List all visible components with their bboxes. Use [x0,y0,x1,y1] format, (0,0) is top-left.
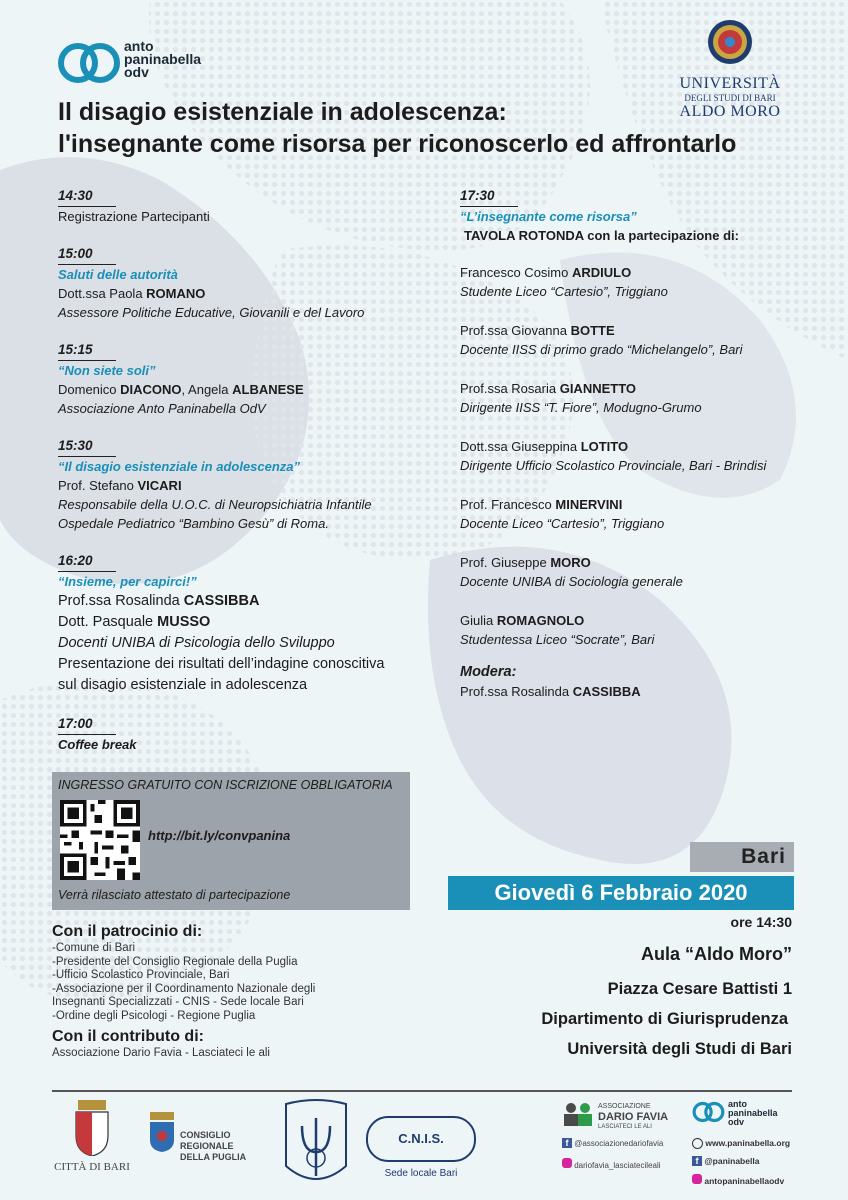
program-block [58,436,438,533]
speaker-block [460,611,810,649]
patronage-item: -Presidente del Consiglio Regionale della Puglia [52,955,298,968]
citta-di-bari-logo [52,1096,132,1194]
program-line: Responsabile della U.O.C. di Neuropsichiatria Infantile [58,497,372,512]
regional-council-crest-icon [148,1112,176,1152]
event-room: Aula “Aldo Moro” [641,944,792,964]
title-line-2: l'insegnante come risorsa per riconoscerlo ed affrontarlo [58,130,737,158]
logo-text-odv: odv [124,64,149,80]
speaker-first-name: Prof.ssa Giovanna [460,323,571,338]
patronage-item: -Associazione per il Coordinamento Nazionale degli [52,982,316,995]
person-title-name: Domenico [58,382,121,397]
program-time: 17:30 [460,186,518,207]
patronage-section [52,922,432,1061]
event-university: Università degli Studi di Bari [567,1040,792,1058]
speaker-role: Studente Liceo “Cartesio”, Triggiano [460,284,668,299]
program-block [58,714,438,754]
round-table-title: TAVOLA ROTONDA con la partecipazione di: [464,228,739,243]
qr-code-icon[interactable] [60,800,140,880]
patronage-title: Con il patrocinio di: [52,923,203,940]
person-surname: ROMANO [146,286,206,301]
program-line: Registrazione Partecipanti [58,209,210,224]
program-line [58,591,438,612]
consiglio-regionale-logo [148,1096,268,1194]
speaker-surname: BOTTE [570,323,615,338]
program-block [58,340,438,418]
speaker-role: Dirigente Ufficio Scolastico Provinciale, Bari - Brindisi [460,458,767,473]
facebook-icon: f [562,1138,572,1148]
program-block [58,186,438,226]
program-line [58,284,438,303]
person-title-name: Dott. Pasquale [58,614,158,630]
speaker-surname: GIANNETTO [559,381,637,396]
favia-label-3: LASCIATECI LE ALI [598,1124,652,1130]
registration-link[interactable]: http://bit.ly/convpanina [148,828,291,843]
facebook-icon: f [692,1156,702,1166]
favia-label-1: ASSOCIAZIONE [598,1103,651,1110]
speaker-block [460,379,810,417]
speaker-name [460,379,810,398]
speaker-block [460,495,810,533]
program-line: Assessore Politiche Educative, Giovanili e del Lavoro [58,305,365,320]
people-icon [562,1102,594,1126]
speaker-name [460,263,810,282]
university-name-line3: ALDO MORO [679,103,781,120]
anto-paninabella-logo [58,38,228,88]
moderator-name-pre: Prof.ssa Rosalinda [460,684,573,699]
anto-facebook[interactable] [692,1156,759,1166]
program-time: 17:00 [58,714,116,735]
consiglio-label-2: DELLA PUGLIA [180,1152,247,1162]
footer-logo-anto: anto [728,1099,747,1109]
speaker-role: Docente Liceo “Cartesio”, Triggiano [460,516,665,531]
cnis-logo [366,1096,476,1194]
round-table-subtitle: “L’insegnante come risorsa” [460,209,637,224]
university-seal-icon [706,18,754,66]
speaker-first-name: Dott.ssa Giuseppina [460,439,581,454]
speaker-name [460,495,810,514]
event-department: Dipartimento di Giurisprudenza [541,1010,788,1028]
patronage-list [52,942,432,1023]
program-line: Ospedale Pediatrico “Bambino Gesù” di Roma. [58,516,329,531]
program-line: “Insieme, per capirci!” [58,574,197,589]
person-title-name: Prof.ssa Rosalinda [58,593,184,609]
moderator-name [460,682,810,701]
speaker-block [460,263,810,301]
footer-logo-paninabella: paninabella [728,1108,778,1118]
consiglio-label-1: CONSIGLIO REGIONALE [180,1130,234,1151]
logo-text-anto: anto [124,38,154,54]
university-name-line1: UNIVERSITÀ [679,75,781,92]
speaker-block [460,321,810,359]
registration-box [52,772,410,910]
event-address: Piazza Cesare Battisti 1 [607,980,792,998]
program-time: 15:30 [58,436,116,457]
person-surname: VICARI [137,478,182,493]
speaker-surname: MORO [550,555,591,570]
speaker-role: Docente UNIBA di Sociologia generale [460,574,683,589]
speaker-first-name: Giulia [460,613,497,628]
person-title-name: Dott.ssa Paola [58,286,147,301]
program-time: 16:20 [58,551,116,572]
registration-header: INGRESSO GRATUITO CON ISCRIZIONE OBBLIGATORIA [58,778,393,792]
program-line: “Il disagio esistenziale in adolescenza” [58,459,301,474]
anto-website[interactable] [692,1138,790,1149]
logo-text-paninabella: paninabella [124,51,202,67]
double-circle-logo-icon [692,1100,726,1124]
speaker-role: Studentessa Liceo “Socrate”, Bari [460,632,655,647]
program-block [58,244,438,322]
page-title [58,96,818,160]
program-time: 15:00 [58,244,116,265]
dario-favia-logo [562,1096,686,1194]
double-circle-logo-icon [58,38,122,88]
program-line: Docenti UNIBA di Psicologia dello Sviluppo [58,635,335,651]
event-time: ore 14:30 [730,914,792,930]
speaker-first-name: Francesco Cosimo [460,265,572,280]
person-surname: MUSSO [157,614,211,630]
speaker-first-name: Prof. Giuseppe [460,555,551,570]
anto-instagram-handle: antopaninabellaodv [704,1176,785,1186]
patronage-item: -Comune di Bari [52,942,136,954]
program-time: 14:30 [58,186,116,207]
program-line: sul disagio esistenziale in adolescenza [58,677,308,693]
person-title-name: Prof. Stefano [58,478,138,493]
favia-facebook-handle: @associazionedariofavia [574,1139,664,1148]
program-line: Presentazione dei risultati dell’indagine conoscitiva [58,656,385,672]
speaker-surname: ROMAGNOLO [496,613,585,628]
left-program-column [58,186,438,772]
speaker-first-name: Prof. Francesco [460,497,556,512]
cnis-subtitle: Sede locale Bari [384,1168,458,1179]
university-name-line2: DEGLI STUDI DI BARI [684,93,776,103]
speaker-name [460,321,810,340]
program-line [58,612,438,633]
speakers-list [460,263,810,649]
title-line-1: Il disagio esistenziale in adolescenza: [58,98,507,126]
psi-emblem-icon [278,1096,354,1192]
psychologists-logo [278,1096,354,1194]
speaker-name [460,553,810,572]
program-line: Saluti delle autorità [58,267,178,282]
event-date-banner: Giovedì 6 Febbraio 2020 [448,876,794,910]
anto-paninabella-footer [692,1096,802,1194]
favia-instagram[interactable] [562,1158,661,1170]
favia-facebook[interactable] [562,1138,663,1148]
speaker-name [460,611,810,630]
certificate-note: Verrà rilasciato attestato di partecipazione [58,888,291,902]
favia-instagram-handle: dariofavia_lasciatecileali [574,1161,661,1170]
speaker-role: Docente IISS di primo grado “Michelangelo”, Bari [460,342,743,357]
globe-icon [692,1138,703,1149]
cnis-badge: C.N.I.S. [366,1116,476,1162]
patronage-item: -Ordine degli Psicologi - Regione Puglia [52,1009,256,1022]
program-time: 15:15 [58,340,116,361]
instagram-icon [692,1174,702,1184]
footer-logo-odv: odv [728,1117,745,1127]
person-surname: ALBANESE [232,382,304,397]
program-line [58,380,438,399]
program-line: Coffee break [58,737,137,752]
patronage-item: -Ufficio Scolastico Provinciale, Bari [52,969,230,981]
instagram-icon [562,1158,572,1168]
speaker-surname: ARDIULO [571,265,632,280]
speaker-name [460,437,810,456]
right-program-column [460,186,810,701]
program-block [58,551,438,696]
program-line [58,476,438,495]
patronage-item: Insegnanti Specializzati - CNIS - Sede locale Bari [52,996,304,1008]
speaker-surname: LOTITO [580,439,629,454]
contribution-title: Con il contributo di: [52,1028,204,1045]
city-badge: Bari [690,842,794,872]
person-surname: DIACONO [120,382,182,397]
anto-facebook-handle: @paninabella [704,1156,760,1166]
speaker-first-name: Prof.ssa Rosaria [460,381,560,396]
speaker-block [460,437,810,475]
speaker-block [460,553,810,591]
citta-di-bari-label: CITTÀ DI BARI [54,1161,130,1173]
moderator-surname: CASSIBBA [572,684,641,699]
program-line: Associazione Anto Paninabella OdV [58,401,266,416]
program-line: “Non siete soli” [58,363,156,378]
person-surname: CASSIBBA [183,593,260,609]
speaker-role: Dirigente IISS “T. Fiore”, Modugno-Grumo [460,400,702,415]
footer-divider [52,1090,792,1092]
bari-coat-of-arms-icon [72,1100,112,1156]
contribution-item: Associazione Dario Favia - Lasciateci le ali [52,1047,270,1059]
anto-instagram[interactable] [692,1174,784,1186]
favia-label-2: DARIO FAVIA [598,1111,669,1123]
speaker-surname: MINERVINI [555,497,623,512]
moderator-label: Modera: [460,664,517,680]
anto-website-url: www.paninabella.org [705,1138,791,1148]
person-separator: , Angela [181,382,233,397]
